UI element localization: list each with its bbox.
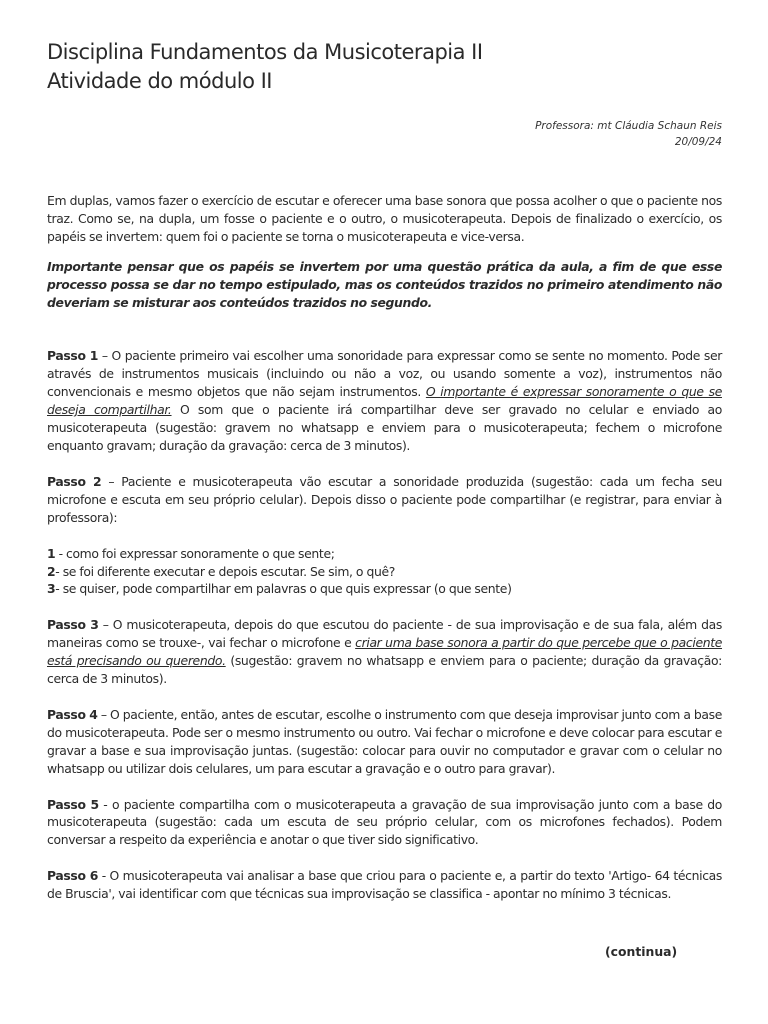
step-2-paragraph bbox=[47, 473, 722, 527]
step-4-paragraph bbox=[47, 706, 722, 778]
list-item-number: 2 bbox=[47, 563, 56, 579]
step-3-paragraph bbox=[47, 616, 722, 688]
step-2-label: Passo 2 bbox=[47, 473, 102, 489]
step-3-text-a: – O musicoterapeuta, depois do que escutou do paciente - de sua improvisação e de sua fala, além das maneiras como se trouxe-, vai fechar o microfone e bbox=[47, 617, 722, 651]
step-2-text: – Paciente e musicoterapeuta vão escutar a sonoridade produzida (sugestão: cada um fecha seu microfone e escuta em seu próprio celular). Depois disso o paciente pode compartilhar (e registrar, para enviar à professora): bbox=[47, 473, 723, 525]
list-item-number: 1 bbox=[47, 545, 56, 561]
list-item-text: se foi diferente executar e depois escutar. Se sim, o quê? bbox=[62, 563, 395, 579]
list-item bbox=[47, 580, 722, 598]
step-5-text: - o paciente compartilha com o musicoterapeuta a gravação de sua improvisação junto com a base do musicoterapeuta (sugestão: cada um escuta de seu próprio celular, com os microfones fechados). Podem conversar a respeito da experiência e anotar o que tiver sido significativo. bbox=[47, 796, 723, 848]
question-list bbox=[47, 545, 722, 599]
step-3-label: Passo 3 bbox=[47, 617, 99, 633]
document-date: 20/09/24 bbox=[674, 136, 722, 148]
document-title bbox=[47, 38, 722, 96]
step-4-text: – O paciente, então, antes de escutar, escolhe o instrumento com que deseja improvisar junto com a base do musicoterapeuta. Pode ser o mesmo instrumento ou outro. Vai fechar o microfone e deve colocar para escutar e gravar a base e sua improvisação juntas. (sugestão: colocar para ouvir no computador e gravar com o celular no whatsapp ou utilizar dois celulares, um para escutar a gravação e o outro para gravar). bbox=[47, 706, 723, 776]
step-1-text-b: O som que o paciente irá compartilhar deve ser gravado no celular e enviado ao musicoterapeuta (sugestão: gravem no whatsapp e enviem para o musicoterapeuta; fechem o microfone enquanto gravam; duração da gravação: cerca de 3 minutos). bbox=[47, 402, 723, 453]
important-note: Importante pensar que os papéis se invertem por uma questão prática da aula, a fim de que esse processo possa se dar no tempo estipulado, mas os conteúdos trazidos no primeiro atendimento não deveriam se misturar aos conteúdos trazidos no segundo. bbox=[47, 258, 722, 310]
step-6-paragraph bbox=[47, 867, 722, 903]
step-1-paragraph bbox=[47, 347, 722, 454]
list-item-text: se quiser, pode compartilhar em palavras o que quis expressar (o que sente) bbox=[62, 581, 512, 597]
step-6-text: - O musicoterapeuta vai analisar a base que criou para o paciente e, a partir do texto 'Artigo- 64 técnicas de Bruscia', vai identificar com que técnicas sua improvisação se classifica - apontar no mínimo 3 técnicas. bbox=[47, 868, 722, 902]
list-item-separator: - bbox=[55, 545, 66, 561]
step-5-paragraph bbox=[47, 796, 722, 850]
professor-name: Professora: mt Cláudia Schaun Reis bbox=[535, 120, 722, 132]
continued-marker: (continua) bbox=[605, 944, 678, 959]
step-1-underlined: O importante é expressar sonoramente o que se deseja compartilhar. bbox=[47, 384, 722, 418]
list-item bbox=[47, 563, 722, 581]
step-5-label: Passo 5 bbox=[47, 796, 99, 812]
list-item-separator: - bbox=[55, 563, 63, 579]
step-1-label: Passo 1 bbox=[47, 348, 99, 364]
list-item-separator: - bbox=[55, 581, 63, 597]
title-line-2: Atividade do módulo II bbox=[47, 69, 272, 93]
list-item bbox=[47, 545, 722, 563]
document-page bbox=[47, 38, 722, 903]
step-6-label: Passo 6 bbox=[47, 868, 98, 884]
list-item-number: 3 bbox=[47, 581, 56, 597]
step-3-text-b: (sugestão: gravem no whatsapp e enviem para o paciente; duração da gravação: cerca de 3 minutos). bbox=[47, 653, 723, 687]
document-meta bbox=[47, 118, 722, 150]
step-1-text-a: – O paciente primeiro vai escolher uma sonoridade para expressar como se sente no momento. Pode ser através de instrumentos musicais (incluindo ou não a voz, ou usando somente a voz), instrumentos não convencionais e mesmo objetos que não sejam instrumentos. bbox=[47, 348, 722, 400]
list-item-text: como foi expressar sonoramente o que sente; bbox=[65, 545, 335, 561]
step-4-label: Passo 4 bbox=[47, 706, 98, 722]
title-line-1: Disciplina Fundamentos da Musicoterapia II bbox=[47, 40, 483, 64]
step-3-underlined: criar uma base sonora a partir do que percebe que o paciente está precisando ou querendo. bbox=[47, 635, 723, 669]
intro-paragraph: Em duplas, vamos fazer o exercício de escutar e oferecer uma base sonora que possa acolher o que o paciente nos traz. Como se, na dupla, um fosse o paciente e o outro, o musicoterapeuta. Depois de finalizado o exercício, os papéis se invertem: quem foi o paciente se torna o musicoterapeuta e vice-versa. bbox=[47, 193, 722, 244]
